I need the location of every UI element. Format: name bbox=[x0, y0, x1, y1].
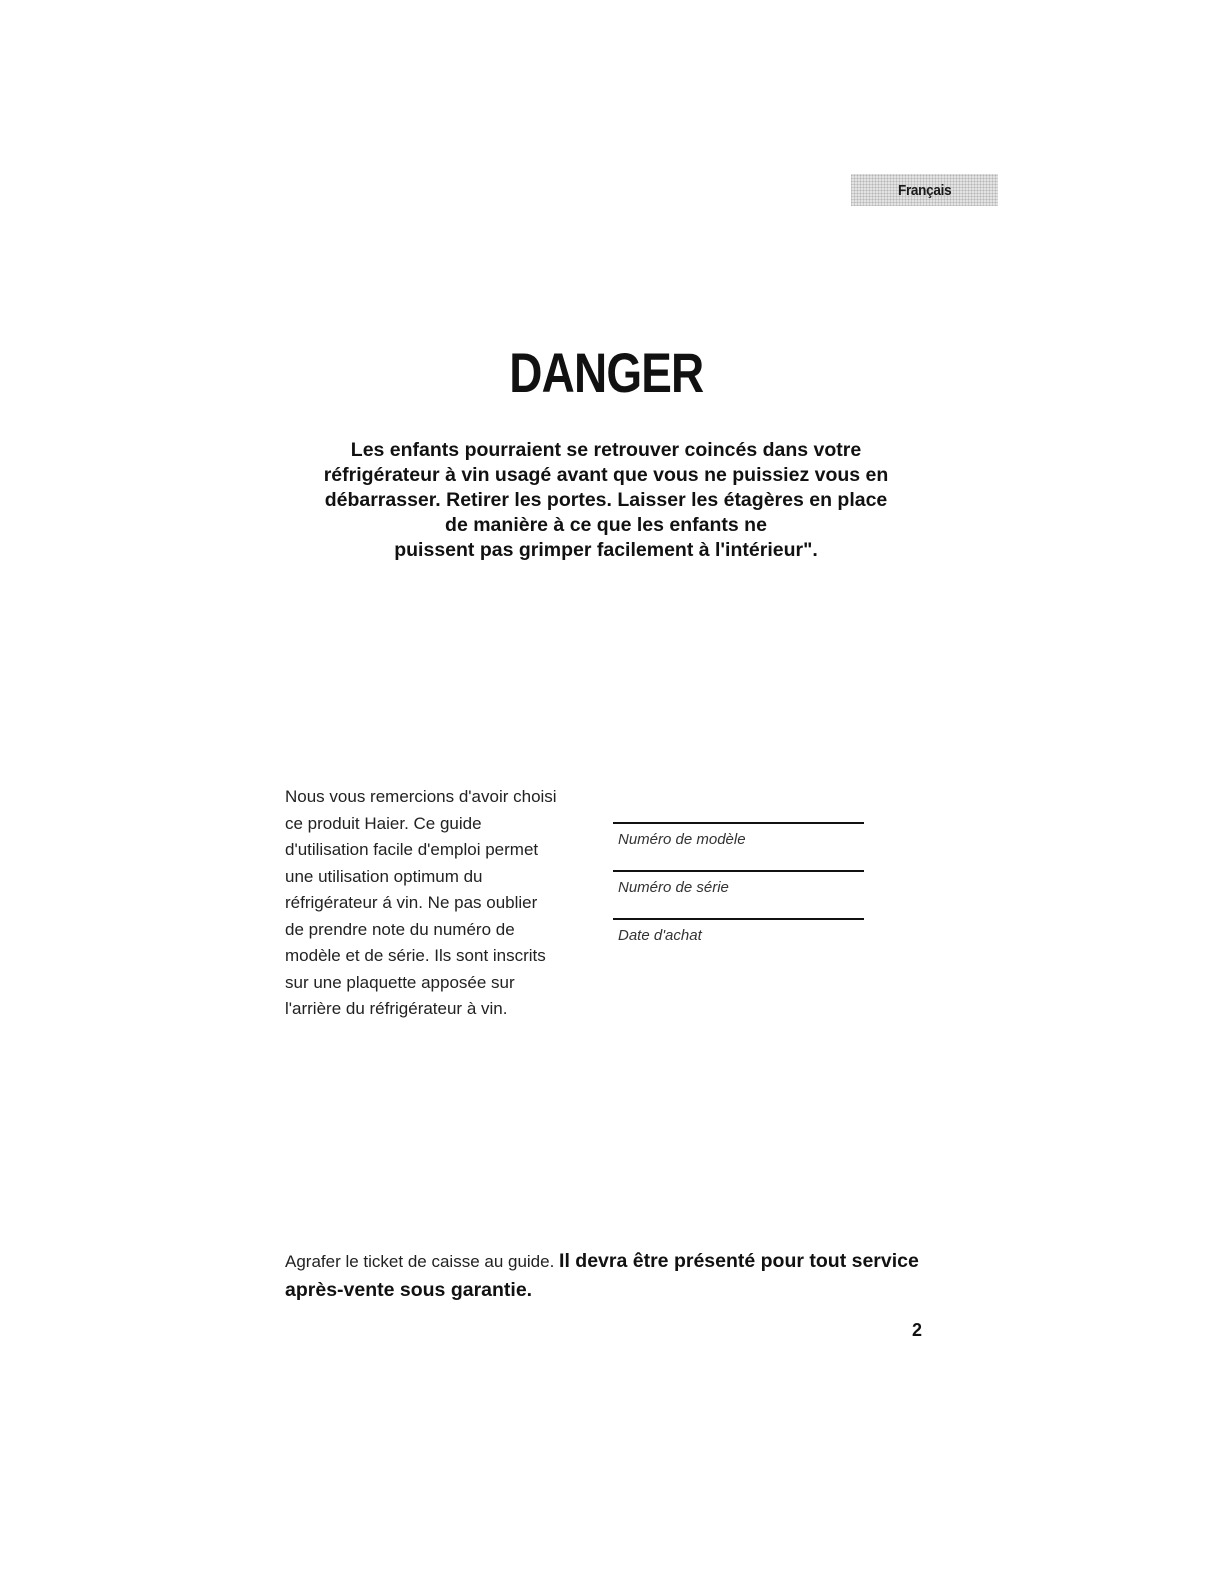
intro-line: réfrigérateur á vin. Ne pas oublier bbox=[285, 893, 538, 912]
purchase-date-label: Date d'achat bbox=[618, 927, 702, 944]
purchase-date-field bbox=[613, 918, 864, 963]
language-tab-label: Français bbox=[897, 181, 952, 199]
intro-paragraph bbox=[285, 784, 605, 1023]
receipt-note-bold: Il devra être présenté pour tout service après-vente sous garantie. bbox=[285, 1250, 919, 1301]
model-number-label: Numéro de modèle bbox=[618, 831, 746, 848]
intro-line: ce produit Haier. Ce guide bbox=[285, 813, 482, 833]
warning-line: Les enfants pourraient se retrouver coincés dans votre bbox=[350, 439, 862, 461]
serial-number-field bbox=[613, 870, 864, 915]
receipt-note-plain: Agrafer le ticket de caisse au guide. bbox=[285, 1252, 560, 1271]
intro-line: une utilisation optimum du bbox=[285, 866, 483, 886]
product-record-fields bbox=[613, 822, 864, 966]
intro-line: d'utilisation facile d'emploi permet bbox=[285, 840, 539, 859]
intro-line: l'arrière du réfrigérateur à vin. bbox=[285, 999, 508, 1018]
page-number: 2 bbox=[912, 1320, 923, 1340]
intro-line: de prendre note du numéro de bbox=[285, 919, 515, 939]
receipt-note bbox=[285, 1247, 935, 1305]
intro-line: Nous vous remercions d'avoir choisi bbox=[285, 787, 557, 806]
warning-line: débarrasser. Retirer les portes. Laisser les étagères en place bbox=[324, 489, 888, 511]
danger-warning-text bbox=[250, 438, 962, 563]
model-number-field bbox=[613, 822, 864, 867]
warning-line: de manière à ce que les enfants ne bbox=[445, 514, 767, 536]
serial-number-label: Numéro de série bbox=[618, 879, 729, 896]
danger-title-text: DANGER bbox=[508, 341, 704, 404]
language-tab bbox=[851, 174, 998, 206]
intro-line: modèle et de série. Ils sont inscrits bbox=[285, 946, 546, 965]
danger-title bbox=[0, 337, 1212, 409]
warning-line: puissent pas grimper facilement à l'intérieur". bbox=[394, 539, 818, 561]
warning-line: réfrigérateur à vin usagé avant que vous ne puissiez vous en bbox=[323, 464, 889, 486]
intro-line: sur une plaquette apposée sur bbox=[285, 972, 515, 992]
